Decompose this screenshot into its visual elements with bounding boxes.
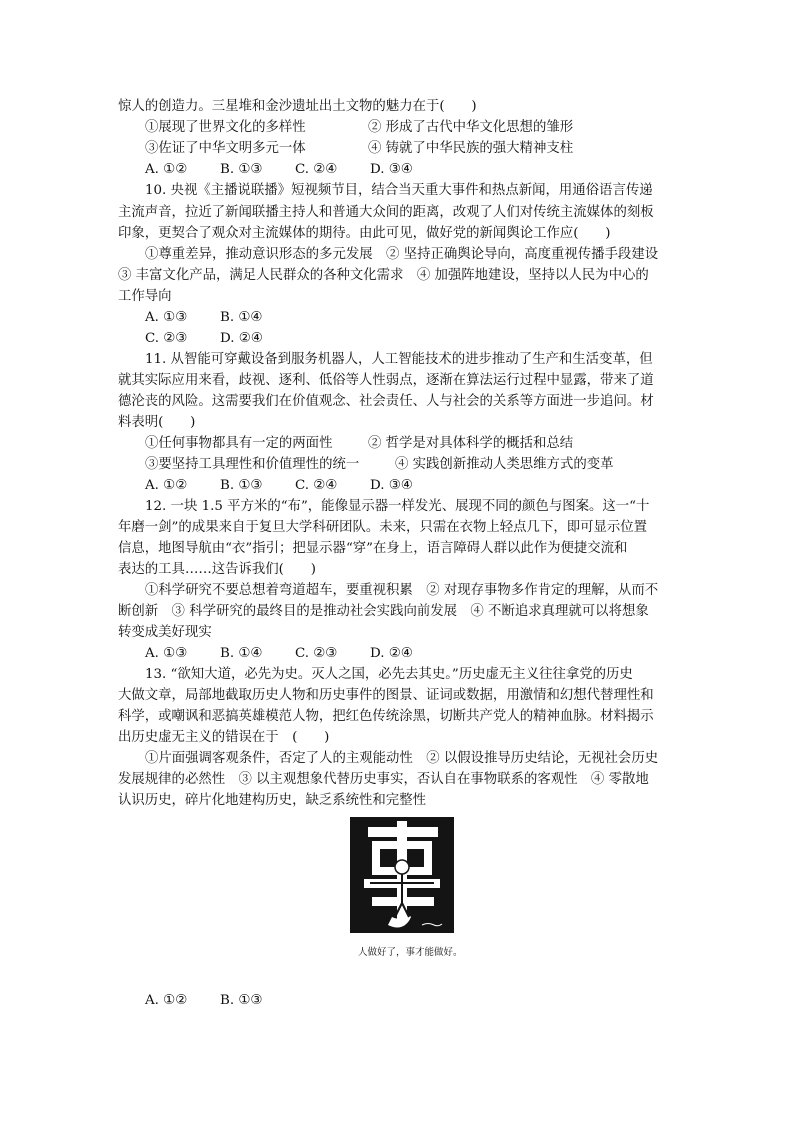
q12-choices: [145, 644, 715, 664]
q13-statements-line3: 认识历史，碎片化地建构历史，缺乏系统性和完整性: [118, 793, 426, 808]
q10-choices-row1: [145, 308, 715, 328]
q10-stem-line3: 印象，更契合了观众对主流媒体的期待。由此可见，做好党的新闻舆论工作应( ): [118, 226, 611, 241]
q11-choices: [145, 476, 715, 496]
q9-statement-2: ② 形成了古代中华文化思想的雏形: [368, 120, 574, 135]
q11-stem-line3: 德沦丧的风险。这需要我们在价值观念、社会责任、人与社会的关系等方面进一步追问。材: [118, 394, 654, 409]
figure-caption: 人做好了，事才能做好。: [358, 947, 463, 958]
q10-choice-a: A. ①③: [145, 310, 188, 325]
q9-choice-b: B. ①③: [220, 162, 263, 177]
q10-choice-c: C. ②③: [145, 331, 188, 346]
q12-choice-a: A. ①③: [145, 646, 188, 661]
q13-stem-line4: 出历史虚无主义的错误在于 ( ): [118, 730, 330, 745]
q13-statements-line2: 发展规律的必然性 ③ 以主观想象代替历史事实，否认自在事物联系的客观性 ④ 零散地: [118, 772, 649, 787]
cartoon-drawing: [350, 817, 454, 933]
q9-choice-a: A. ①②: [145, 162, 188, 177]
q10-choices-row2: [145, 329, 715, 349]
q9-statement-1: ①展现了世界文化的多样性: [145, 120, 306, 135]
q9-stem: 惊人的创造力。三星堆和金沙遗址出土文物的魅力在于( ): [118, 99, 477, 114]
q10-statements-line2: ③ 丰富文化产品，满足人民群众的各种文化需求 ④ 加强阵地建设，坚持以人民为中心的: [118, 268, 649, 283]
q11-stem-line4: 料表明( ): [118, 415, 196, 430]
q11-statement-2: ② 哲学是对具体科学的概括和总结: [368, 436, 574, 451]
q9-statement-4: ④ 铸就了中华民族的强大精神支柱: [368, 141, 574, 156]
q12-choice-d: D. ②④: [370, 646, 413, 661]
q11-statement-4: ④ 实践创新推动人类思维方式的变革: [395, 457, 614, 472]
q12-statements-line1: ①科学研究不要总想着弯道超车，要重视积累 ② 对现存事物多作肯定的理解，从而不: [145, 583, 659, 598]
q9-statement-3: ③佐证了中华文明多元一体: [145, 141, 306, 156]
q14-choice-a: A. ①②: [145, 993, 188, 1008]
q12-stem-line2: 年磨一剑”的成果来自于复旦大学科研团队。未来，只需在衣物上轻点几下，即可显示位置: [118, 520, 648, 535]
q12-choice-b: B. ①④: [220, 646, 263, 661]
q10-statements-line3: 工作导向: [118, 289, 172, 304]
q14-choices: [145, 991, 715, 1011]
q11-statements-row1: [145, 434, 715, 454]
q11-stem-line1: 11. 从智能可穿戴设备到服务机器人，人工智能技术的进步推动了生产和生活变革，但: [145, 352, 653, 367]
q11-statement-3: ③要坚持工具理性和价值理性的统一: [145, 457, 360, 472]
q9-statements-row2: [145, 139, 715, 159]
q13-statements-line1: ①片面强调客观条件，否定了人的主观能动性 ② 以假设推导历史结论，无视社会历史: [145, 751, 659, 766]
q10-choice-b: B. ①④: [220, 310, 263, 325]
q11-stem-line2: 就其实际应用来看，歧视、逐利、低俗等人性弱点，逐渐在算法运行过程中显露，带来了道: [118, 373, 654, 388]
q10-stem-line2: 主流声音，拉近了新闻联播主持人和普通大众间的距离，改观了人们对传统主流媒体的刻板: [118, 205, 654, 220]
q9-choice-c: C. ②④: [295, 162, 338, 177]
q12-statements-line3: 转变成美好现实: [118, 625, 212, 640]
q13-stem-line3: 科学，或嘲讽和恶搞英雄模范人物，把红色传统涂黑，切断共产党人的精神血脉。材料揭示: [118, 709, 654, 724]
cartoon-image: [350, 817, 454, 933]
q12-stem-line4: 表达的工具……这告诉我们( ): [118, 562, 316, 577]
q11-statements-row2: [145, 455, 715, 475]
q12-statements-line2: 断创新 ③ 科学研究的最终目的是推动社会实践向前发展 ④ 不断追求真理就可以将想象: [118, 604, 649, 619]
q9-statements-row1: [145, 118, 715, 138]
q14-choice-b: B. ①③: [220, 993, 263, 1008]
q13-stem-line2: 大做文章，局部地截取历史人物和历史事件的图景、证词或数据，用激情和幻想代替理性和: [118, 688, 654, 703]
q10-statements-line1: ①尊重差异，推动意识形态的多元发展 ② 坚持正确舆论导向，高度重视传播手段建设: [145, 247, 659, 262]
q11-choice-b: B. ①③: [220, 478, 263, 493]
q11-choice-a: A. ①②: [145, 478, 188, 493]
q11-statement-1: ①任何事物都具有一定的两面性: [145, 436, 333, 451]
q10-stem-line1: 10. 央视《主播说联播》短视频节目，结合当天重大事件和热点新闻，用通俗语言传递: [145, 183, 653, 198]
q9-choices: [145, 160, 715, 180]
q12-choice-c: C. ②③: [295, 646, 338, 661]
q10-choice-d: D. ②④: [220, 331, 263, 346]
q12-stem-line1: 12. 一块 1.5 平方米的“布”，能像显示器一样发光、展现不同的颜色与图案。这一“十: [145, 499, 650, 514]
q12-stem-line3: 信息，地图导航由“衣”指引；把显示器“穿”在身上，语言障碍人群以此作为便捷交流和: [118, 541, 628, 556]
q11-choice-d: D. ③④: [370, 478, 413, 493]
q9-choice-d: D. ③④: [370, 162, 413, 177]
q11-choice-c: C. ②④: [295, 478, 338, 493]
q13-stem-line1: 13. “欲知大道，必先为史。灭人之国，必先去其史。”历史虚无主义往往拿党的历史: [145, 667, 633, 682]
